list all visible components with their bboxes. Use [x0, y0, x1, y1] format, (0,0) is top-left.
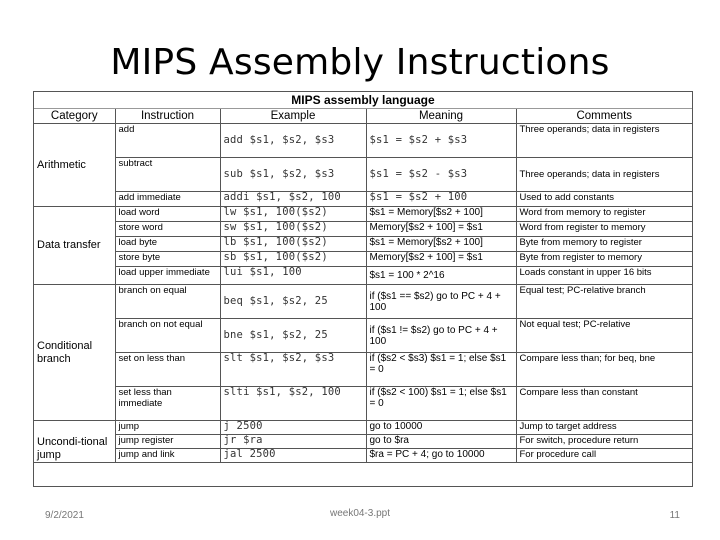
comment-cell: Three operands; data in registers — [516, 158, 692, 192]
instruction-cell: jump register — [115, 435, 220, 449]
instruction-cell: set on less than — [115, 353, 220, 387]
instruction-cell: subtract — [115, 158, 220, 192]
example-cell: addi $s1, $s2, 100 — [220, 192, 366, 207]
table-header-row — [34, 109, 692, 124]
mips-instruction-table — [34, 109, 692, 463]
example-cell: beq $s1, $s2, 25 — [220, 285, 366, 319]
comment-cell: For procedure call — [516, 449, 692, 463]
meaning-cell: $s1 = 100 * 2^16 — [366, 267, 516, 285]
meaning-cell: $s1 = Memory[$s2 + 100] — [366, 207, 516, 222]
example-cell: bne $s1, $s2, 25 — [220, 319, 366, 353]
instruction-cell: branch on not equal — [115, 319, 220, 353]
comment-cell: Equal test; PC-relative branch — [516, 285, 692, 319]
table-row — [34, 435, 692, 449]
example-cell: jr $ra — [220, 435, 366, 449]
instruction-cell: branch on equal — [115, 285, 220, 319]
table-row — [34, 158, 692, 192]
comment-cell: Compare less than constant — [516, 387, 692, 421]
table-row — [34, 192, 692, 207]
instruction-cell: store byte — [115, 252, 220, 267]
table-row — [34, 252, 692, 267]
comment-cell: Compare less than; for beq, bne — [516, 353, 692, 387]
example-cell: jal 2500 — [220, 449, 366, 463]
instruction-cell: add — [115, 124, 220, 158]
table-row — [34, 267, 692, 285]
category-conditional-branch: Conditional branch — [34, 285, 115, 421]
meaning-cell: $ra = PC + 4; go to 10000 — [366, 449, 516, 463]
table-row — [34, 222, 692, 237]
comment-cell: For switch, procedure return — [516, 435, 692, 449]
table-row — [34, 319, 692, 353]
meaning-cell: $s1 = $s2 + 100 — [366, 192, 516, 207]
meaning-cell: Memory[$s2 + 100] = $s1 — [366, 222, 516, 237]
table-row — [34, 237, 692, 252]
instruction-cell: store word — [115, 222, 220, 237]
meaning-cell: go to $ra — [366, 435, 516, 449]
comment-cell: Byte from memory to register — [516, 237, 692, 252]
header-meaning: Meaning — [366, 109, 516, 124]
table-row — [34, 353, 692, 387]
example-cell: lui $s1, 100 — [220, 267, 366, 285]
instruction-cell: jump and link — [115, 449, 220, 463]
meaning-cell: if ($s1 != $s2) go to PC + 4 + 100 — [366, 319, 516, 353]
instruction-cell: add immediate — [115, 192, 220, 207]
example-cell: slt $s1, $s2, $s3 — [220, 353, 366, 387]
comment-cell: Word from register to memory — [516, 222, 692, 237]
comment-cell: Byte from register to memory — [516, 252, 692, 267]
category-unconditional-jump: Uncondi-tional jump — [34, 421, 115, 463]
example-cell: j 2500 — [220, 421, 366, 435]
meaning-cell: go to 10000 — [366, 421, 516, 435]
table-caption: MIPS assembly language — [34, 92, 692, 109]
comment-cell: Not equal test; PC-relative — [516, 319, 692, 353]
instruction-cell: set less than immediate — [115, 387, 220, 421]
example-cell: sb $s1, 100($s2) — [220, 252, 366, 267]
meaning-cell: $s1 = $s2 + $s3 — [366, 124, 516, 158]
category-arithmetic: Arithmetic — [34, 124, 115, 207]
footer-page-number: 11 — [669, 510, 680, 521]
meaning-cell: $s1 = Memory[$s2 + 100] — [366, 237, 516, 252]
instruction-cell: jump — [115, 421, 220, 435]
meaning-cell: $s1 = $s2 - $s3 — [366, 158, 516, 192]
header-example: Example — [220, 109, 366, 124]
meaning-cell: if ($s1 == $s2) go to PC + 4 + 100 — [366, 285, 516, 319]
instruction-cell: load upper immediate — [115, 267, 220, 285]
category-data-transfer: Data transfer — [34, 207, 115, 285]
table-row — [34, 285, 692, 319]
table-row — [34, 421, 692, 435]
comment-cell: Loads constant in upper 16 bits — [516, 267, 692, 285]
table-row — [34, 207, 692, 222]
instruction-cell: load word — [115, 207, 220, 222]
table-row — [34, 387, 692, 421]
comment-cell: Used to add constants — [516, 192, 692, 207]
header-instruction: Instruction — [115, 109, 220, 124]
meaning-cell: Memory[$s2 + 100] = $s1 — [366, 252, 516, 267]
table-row — [34, 124, 692, 158]
header-category: Category — [34, 109, 115, 124]
comment-cell: Word from memory to register — [516, 207, 692, 222]
footer-date: 9/2/2021 — [45, 510, 84, 521]
meaning-cell: if ($s2 < $s3) $s1 = 1; else $s1 = 0 — [366, 353, 516, 387]
example-cell: lw $s1, 100($s2) — [220, 207, 366, 222]
header-comments: Comments — [516, 109, 692, 124]
example-cell: sw $s1, 100($s2) — [220, 222, 366, 237]
example-cell: add $s1, $s2, $s3 — [220, 124, 366, 158]
mips-table-panel — [33, 91, 693, 487]
example-cell: lb $s1, 100($s2) — [220, 237, 366, 252]
example-cell: sub $s1, $s2, $s3 — [220, 158, 366, 192]
example-cell: slti $s1, $s2, 100 — [220, 387, 366, 421]
footer-filename: week04-3.ppt — [329, 508, 391, 519]
comment-cell: Three operands; data in registers — [516, 124, 692, 158]
slide-title: MIPS Assembly Instructions — [110, 42, 610, 83]
table-row — [34, 449, 692, 463]
instruction-cell: load byte — [115, 237, 220, 252]
meaning-cell: if ($s2 < 100) $s1 = 1; else $s1 = 0 — [366, 387, 516, 421]
comment-cell: Jump to target address — [516, 421, 692, 435]
